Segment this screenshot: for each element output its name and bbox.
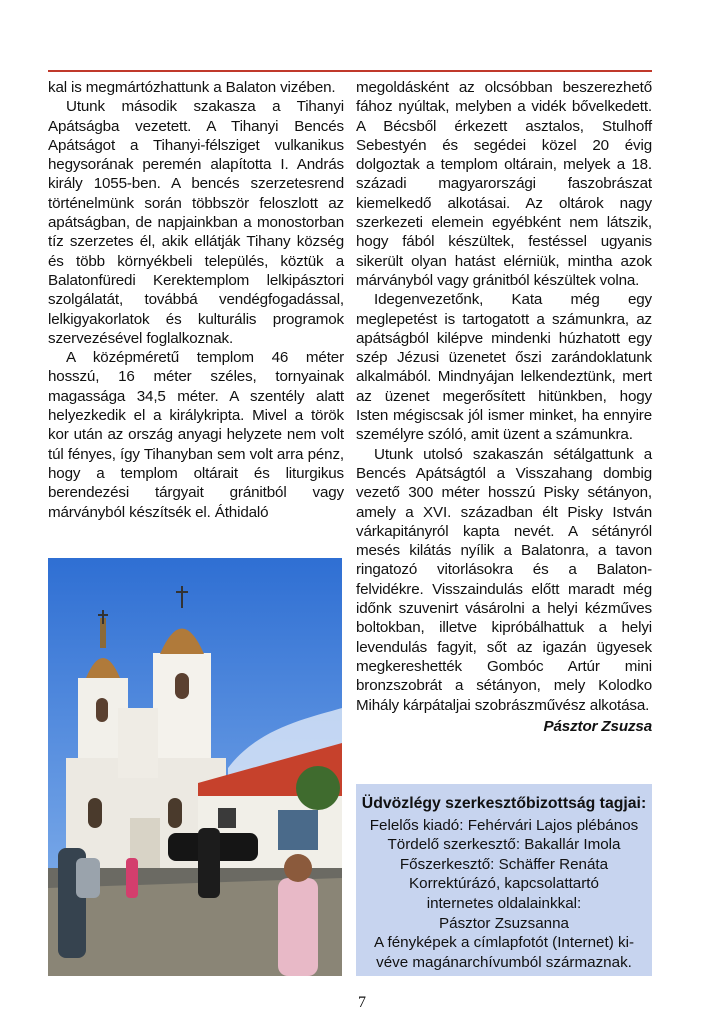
right-column [356,78,652,736]
paragraph: Utunk második szakasza a Tihanyi Apátságba vezetett. A Tihanyi Bencés Apátságot a Tihanyi-félsziget vulkanikus hegysorának peremén alapította I. András király 1055-ben. A bencés szerzetesrend történelmünk során többször feloszlott az apátságban, de napjainkban a monostorban tíz szerzetes él, akik ellátják Tihany község és több környékbeli település, köztük a Balatonfüredi Kerektemplom lelkipásztori szolgálatát, továbbá vendégfogadással, lelkigyakorlatok és kulturális programok szervezésével foglalkoznak. [48,98,344,347]
board-line: Korrektúrázó, kapcsolattartó [409,875,599,893]
board-line: Felelős kiadó: Fehérvári Lajos plébános [369,816,639,834]
board-line: Pásztor Zsuzsanna [439,914,569,932]
paragraph: Utunk utolsó szakaszán sétálgattunk a Bencés Apátságtól a Visszahang dombig vezető 300 méter hosszú Pisky sétányon, amely a XVI. században élt Pisky István várkapitányról kapta nevét. A sétányról mesés kilátás nyílik a Balatonra, a tavon ringatozó vitorlásokra és a Balaton-felvidékre. Visszaindulás előtt maradt még időnk szuvenirt vásárolni a helyi kézműves boltokban, illetve kipróbálhattuk a helyi levendulás fagyit, sőt az igazán ügyesek megkereshették Gombóc Artúr mini bronzszobrát a sétányon, mely Kolodko Mihály kárpátaljai szobrászművész alkotása. [356,445,652,714]
editorial-board-box [356,784,652,976]
abbey-photo [48,558,342,976]
board-line: A fényképek a címlapfotót (Internet) ki- [374,934,634,952]
paragraph: A középméretű templom 46 méter hosszú, 16 méter széles, tornyainak magassága 34,5 méter. A szentély alatt helyezkedik el a királykripta. Mivel a török kor után az ország anyagi helyzete nem volt túl fényes, így Tihanyban sem volt arra pénz, hogy a templom oltárait és liturgikus berendezési tárgyait gránitból vagy márványból készítsék el. Áthidaló [48,349,344,521]
board-title: Üdvözlégy szerkesztőbizottság tagjai: [361,795,647,812]
board-line: internetes oldalainkkal: [426,894,582,912]
paragraph: kal is megmártózhattunk a Balaton vizében. [48,79,336,96]
paragraph: Idegenvezetőnk, Kata még egy meglepetést is tartogatott a számunkra, az apátságból kilépve mindenki húzhatott egy szép Jézusi üzenetet őszi zarándoklatunk alkalmából. Mindnyájan lelkendeztünk, mert az üzenet megerősített hitünkben, hogy Isten mégiscsak jól ismer minket, ha ennyire személyre szóló, amit üzent a számunkra. [356,291,652,444]
left-column [48,78,344,522]
page-number: 7 [358,994,366,1011]
paragraph: megoldásként az olcsóbban beszerezhető fához nyúltak, melyben a vidék bővelkedett. A Bécsből érkezett asztalos, Stulhoff Sebestyén és segédei közel 20 évig dolgoztak a templom oltárain, melyek a 18. századi magyarországi faszobrászat kiemelkedő alkotásai. Az oltárok nagy szerkezeti elemein egyébként nem látszik, hogy fából készültek, festéssel ugyanis sikerült olyan hatást elérniük, mintha azok márványból vagy gránitból készültek volna. [356,79,652,289]
board-line: véve magánarchívumból származnak. [376,953,632,971]
abbey-photo-illustration [48,558,342,976]
board-line: Főszerkesztő: Schäffer Renáta [399,855,609,873]
top-rule [48,70,652,72]
author-name: Pásztor Zsuzsa [543,717,652,735]
board-line: Tördelő szerkesztő: Bakallár Imola [387,836,621,854]
